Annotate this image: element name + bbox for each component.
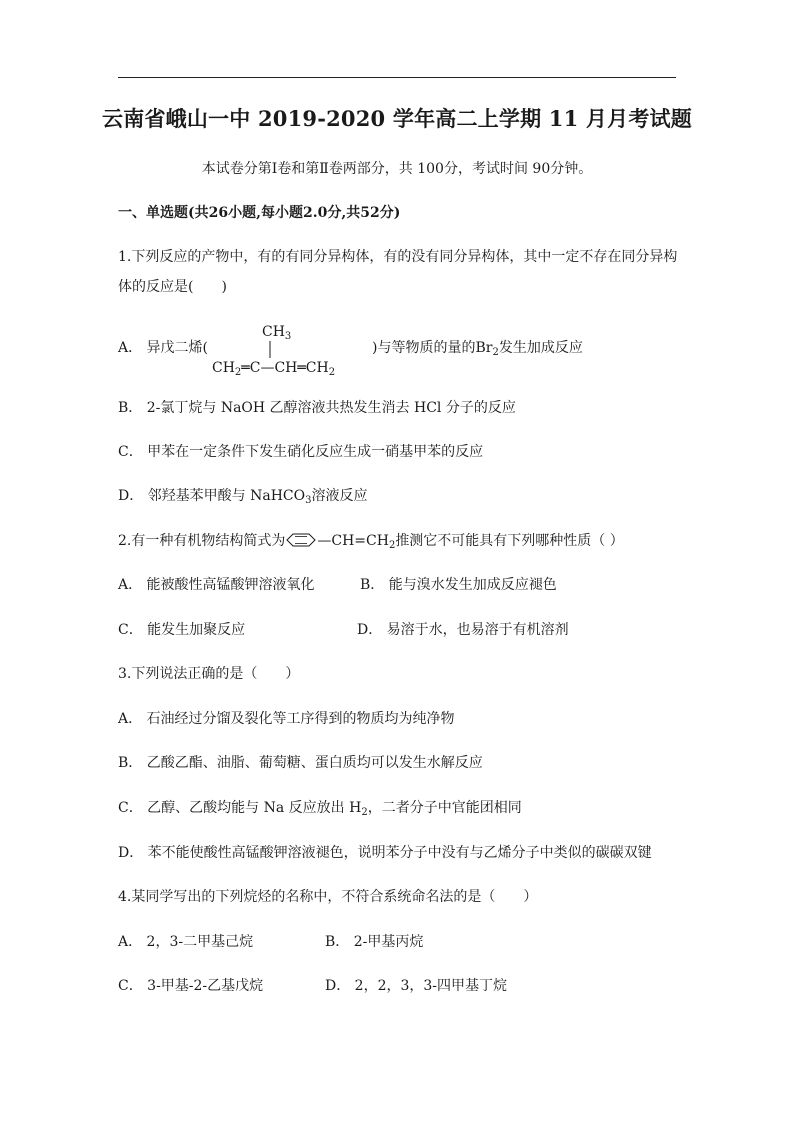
struct-ch3-text: CH (262, 324, 285, 340)
isoprene-structure-icon (210, 322, 375, 380)
q1-option-a-prefix: A． 异戊二烯( (118, 340, 209, 356)
q3-option-a: A． 石油经过分馏及裂化等工序得到的物质均为纯净物 (118, 711, 455, 727)
q2-option-b: B． 能与溴水发生加成反应褪色 (360, 577, 557, 593)
q4-option-c: C． 3-甲基-2-乙基戊烷 (118, 978, 264, 994)
struct-sub-a: 2 (234, 367, 242, 378)
q2-stem-sub: 2 (388, 540, 396, 551)
struct-ch3-sub: 3 (284, 331, 292, 342)
q1-stem-line1: 1.下列反应的产物中，有的有同分异构体，有的没有同分异构体，其中一定不存在同分异构 (118, 249, 678, 265)
svg-text:CH2═C—CH═CH2 (212, 360, 335, 378)
q2-stem-post: 推测它不可能具有下列哪种性质（ ） (395, 533, 624, 549)
q2-option-d: D． 易溶于水，也易溶于有机溶剂 (357, 622, 569, 638)
q3-option-c-pre: C． 乙醇、乙酸均能与 Na 反应放出 H (118, 800, 362, 816)
q1-stem-line2: 体的反应是( ) (118, 279, 227, 295)
q1-option-d-pre: D． 邻羟基苯甲酸与 NaHCO (118, 488, 306, 504)
exam-intro: 本试卷分第Ⅰ卷和第Ⅱ卷两部分，共 100分，考试时间 90分钟。 (201, 161, 593, 177)
page-title: 云南省峨山一中 2019-2020 学年高二上学期 11 月月考试题 (102, 106, 692, 131)
q1-option-a-rest (372, 338, 583, 363)
q4-option-a: A． 2，3-二甲基己烷 (118, 934, 254, 950)
q1-option-a-post: )与等物质的量的Br (372, 340, 493, 356)
q1-option-a (118, 338, 208, 358)
q3-option-c-post: ，二者分子中官能团相同 (367, 800, 522, 816)
q4-option-b: B． 2-甲基丙烷 (325, 934, 424, 950)
q3-stem: 3.下列说法正确的是（ ） (118, 666, 300, 682)
q4-option-d: D． 2，2，3，3-四甲基丁烷 (325, 978, 508, 994)
benzene-ring-icon (285, 533, 317, 547)
q1-option-d-post: 溶液反应 (311, 488, 368, 504)
q2-option-a: A． 能被酸性高锰酸钾溶液氧化 (118, 577, 315, 593)
q1-option-d (118, 486, 368, 511)
q1-option-c: C． 甲苯在一定条件下发生硝化反应生成一硝基甲苯的反应 (118, 444, 484, 460)
q3-option-d: D． 苯不能使酸性高锰酸钾溶液褪色，说明苯分子中没有与乙烯分子中类似的碳碳双键 (118, 845, 652, 861)
struct-main-text-2: ═C—CH═CH (241, 360, 329, 376)
q1-option-a-sub: 2 (492, 347, 499, 358)
header-rule (118, 77, 676, 78)
struct-main-text: CH (212, 360, 235, 376)
q2-stem-pre: 2.有一种有机物结构简式为 (118, 533, 286, 549)
q2-stem-mid: —CH=CH (317, 533, 389, 549)
q4-stem: 4.某同学写出的下列烷烃的名称中，不符合系统命名法的是（ ） (118, 889, 538, 905)
svg-text:CH3 (262, 324, 291, 342)
q1-option-a-end: 发生加成反应 (498, 340, 583, 356)
q1-option-b: B． 2-氯丁烷与 NaOH 乙醇溶液共热发生消去 HCl 分子的反应 (118, 400, 516, 416)
struct-sub-b: 2 (328, 367, 336, 378)
q3-option-c-sub: 2 (361, 807, 368, 818)
q3-option-c (118, 798, 522, 823)
section-heading: 一、单选题(共26小题,每小题2.0分,共52分) (118, 205, 401, 221)
q2-stem (118, 531, 624, 556)
q2-option-c: C． 能发生加聚反应 (118, 622, 246, 638)
q3-option-b: B． 乙酸乙酯、油脂、葡萄糖、蛋白质均可以发生水解反应 (118, 755, 483, 771)
q1-option-d-sub: 3 (305, 495, 312, 506)
